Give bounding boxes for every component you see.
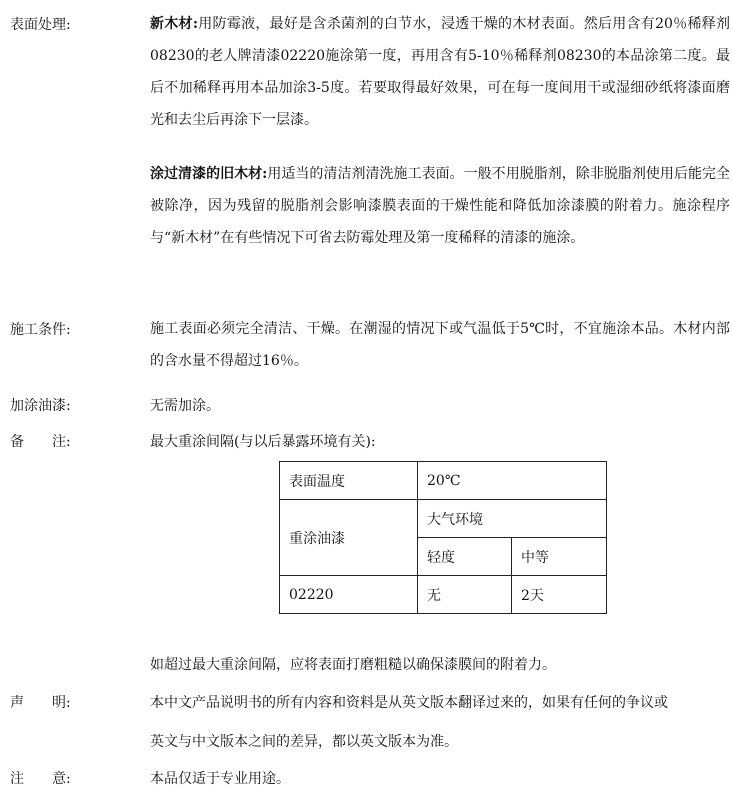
table-row: [280, 462, 607, 500]
statement-line-1: 本中文产品说明书的所有内容和资料是从英文版本翻译过来的，如果有任何的争议或: [150, 695, 668, 711]
statement-label: 声 明:: [10, 695, 71, 711]
new-wood-paragraph: [150, 8, 730, 136]
new-wood-title: 新木材:: [150, 16, 198, 32]
environment-label-cell: 大气环境: [418, 500, 607, 538]
old-wood-title: 涂过清漆的旧木材:: [150, 166, 268, 182]
note-label: 注 意:: [10, 771, 71, 787]
application-conditions-label: 施工条件:: [10, 322, 71, 338]
recoat-note: 如超过最大重涂间隔，应将表面打磨粗糙以确保漆膜间的附着力。: [150, 657, 556, 673]
surface-temp-label-cell: 表面温度: [280, 462, 418, 500]
table-row: [280, 500, 607, 538]
surface-treatment-label: 表面处理:: [10, 17, 71, 33]
product-code-cell: 02220: [280, 576, 418, 614]
note-text: 本品仅适于专业用途。: [150, 771, 290, 787]
surface-temp-value-cell: 20℃: [418, 462, 607, 500]
old-wood-paragraph: [150, 158, 730, 254]
old-wood-text: 用适当的清洁剂清洗施工表面。一般不用脱脂剂，除非脱脂剂使用后能完全被除净，因为残留的脱脂剂会影响漆膜表面的干燥性能和降低加涂漆膜的附着力。施涂程序与“新木材”在有些情况下可省去防霉处理及第一度稀释的清漆的施涂。: [150, 166, 731, 246]
light-value-cell: 无: [418, 576, 512, 614]
medium-value-cell: 2天: [512, 576, 607, 614]
recoat-interval-table: [279, 461, 607, 614]
overcoat-label: 加涂油漆:: [10, 398, 71, 414]
table-row: [280, 576, 607, 614]
recoat-label-cell: 重涂油漆: [280, 500, 418, 576]
application-conditions-text: 施工表面必须完全清洁、干燥。在潮湿的情况下或气温低于5℃时，不宜施涂本品。木材内部的含水量不得超过16％。: [150, 321, 730, 369]
light-column-header: 轻度: [418, 538, 512, 576]
medium-column-header: 中等: [512, 538, 607, 576]
overcoat-text: 无需加涂。: [150, 398, 220, 414]
remarks-label: 备 注:: [10, 434, 71, 450]
new-wood-text: 用防霉液，最好是含杀菌剂的白节水，浸透干燥的木材表面。然后用含有20％稀释剂08230的老人牌清漆02220施涂第一度，再用含有5-10％稀释剂08230的本品涂第二度。最后不加稀释再用本品加涂3-5度。若要取得最好效果，可在每一度间用干或湿细砂纸将漆面磨光和去尘后再涂下一层漆。: [150, 16, 731, 128]
remarks-intro: 最大重涂间隔(与以后暴露环境有关):: [150, 434, 376, 450]
statement-line-2: 英文与中文版本之间的差异，都以英文版本为准。: [150, 734, 458, 750]
